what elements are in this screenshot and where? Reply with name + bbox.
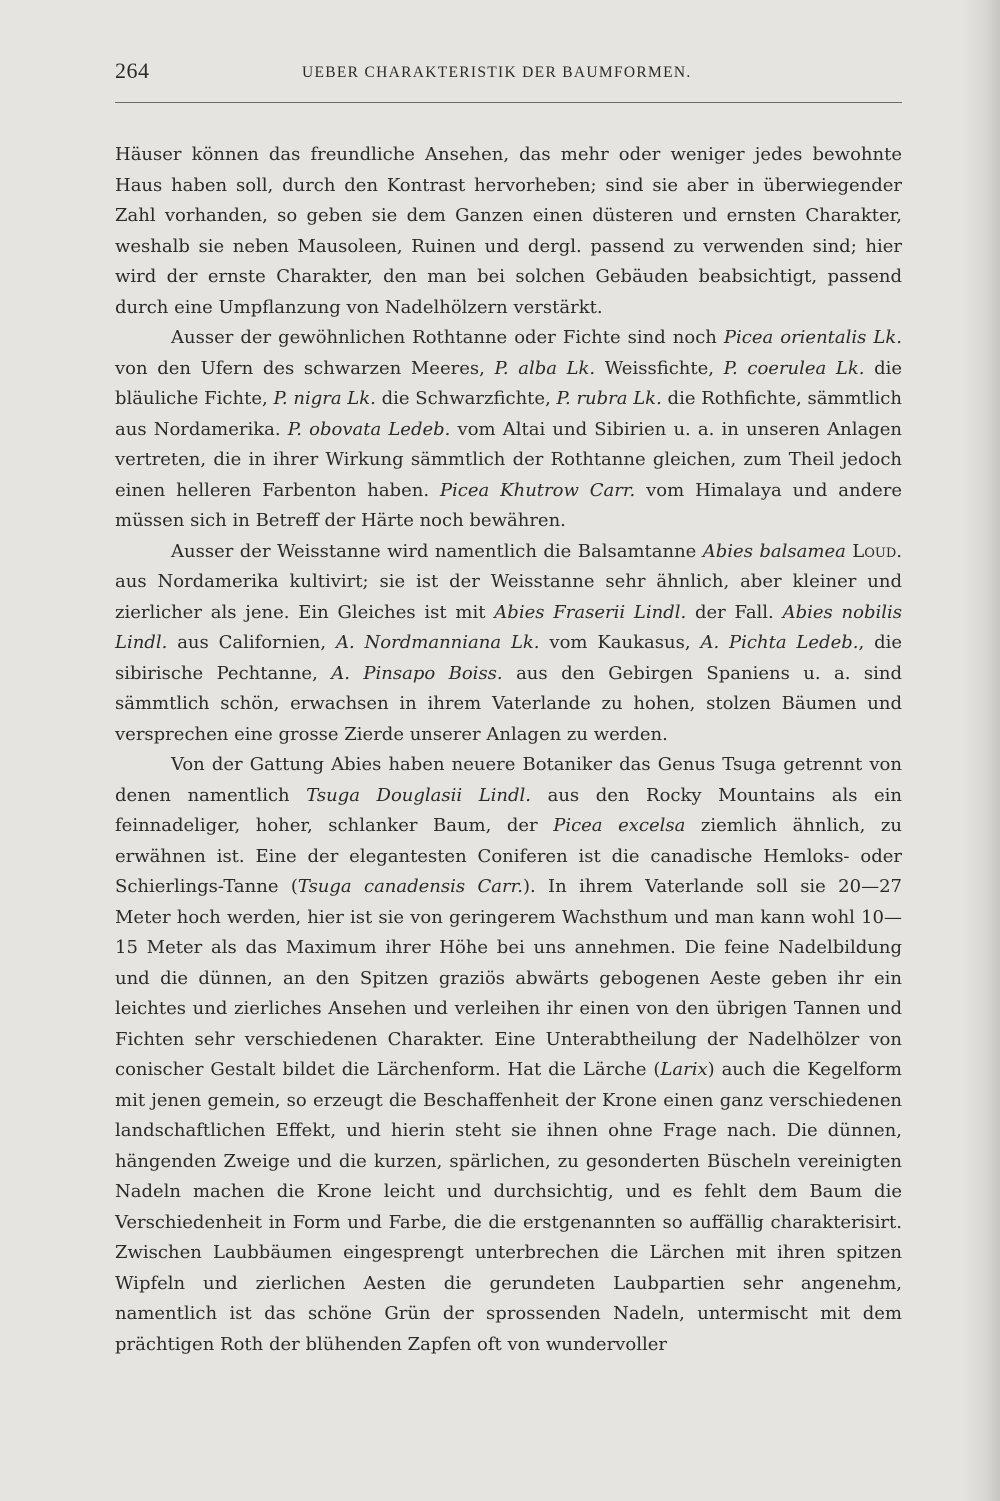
text-run: die Rothfichte, sämmtlich aus Nordamerika. [115, 388, 902, 440]
text-run: P. rubra Lk. [556, 388, 662, 409]
text-run: ziemlich ähnlich, zu erwähnen ist. Eine der elegantesten Coniferen ist die canadische Hemloks- oder Schierlings-Tanne ( [115, 815, 903, 897]
text-run: Abies Fraserii Lindl. [494, 601, 687, 623]
text-run: Von der Gattung Abies haben neuere Botaniker das Genus Tsuga getrennt von denen namentlich [115, 754, 902, 806]
text-run: ). In ihrem Vaterlande soll sie 20—27 Meter hoch werden, hier ist sie von geringerem Wachsthum und man kann wohl 10—15 Meter als das Maximum ihrer Höhe bei uns annehmen. Die feine Nadelbildung und die dünnen, an den Spitzen graziös abwärts gebogenen Aeste geben ihr ein leichtes und zierliches Ansehen und verleihen ihr einen von den übrigen Tannen und Fichten sehr verschiedenen Charakter. Eine Unterabtheilung der Nadelhölzer von conischer Gestalt bildet die Lärchenform. Hat die Lärche ( [115, 876, 902, 1080]
text-run: Loud. [852, 540, 902, 562]
text-run: vom Kaukasus, [539, 632, 701, 653]
text-run: A. Nordmanniana Lk. [335, 632, 540, 653]
text-run: die Schwarzfichte, [375, 388, 557, 409]
text-run: Larix [660, 1059, 708, 1080]
text-run: A. Pichta Ledeb. [700, 632, 859, 653]
text-run: , die sibirische Pechtanne, [115, 632, 902, 684]
text-run: Häuser können das freundliche Ansehen, das mehr oder weniger jedes bewohnte Haus haben soll, durch den Kontrast hervorheben; sind sie aber in überwiegender Zahl vorhanden, so geben sie dem Ganzen einen düsteren und ernsten Charakter, weshalb sie neben Mausoleen, Ruinen und dergl. passend zu verwenden sind; hier wird der ernste Charakter, den man bei solchen Gebäuden beabsichtigt, passend durch eine Umpflanzung von Nadelhölzern verstärkt. [115, 144, 902, 318]
text-run: Weissfichte, [595, 357, 724, 379]
text-run: A. Pinsapo Boiss. [331, 662, 503, 684]
text-run: P. nigra Lk. [273, 388, 376, 409]
text-run: aus den Gebirgen Spaniens u. a. sind sämmtlich schön, erwachsen in ihrem Vaterlande zu hohen, stolzen Bäumen und versprechen eine grosse Zierde unserer Anlagen zu werden. [115, 662, 902, 745]
text-run: aus Nordamerika kultivirt; sie ist der Weisstanne sehr ähnlich, aber kleiner und zierlicher als jene. Ein Gleiches ist mit [115, 571, 902, 623]
page-number: 264 [115, 58, 150, 83]
text-run: der Fall. [686, 601, 783, 623]
paragraph-3 [115, 537, 902, 751]
header-rule [115, 102, 902, 103]
paragraph-4 [115, 750, 902, 1360]
running-title: UEBER CHARAKTERISTIK DER BAUMFORMEN. [302, 64, 692, 81]
body-text [115, 140, 902, 1360]
text-run: aus den Rocky Mountains als ein feinnadeliger, hoher, schlanker Baum, der [115, 784, 902, 836]
text-run: Abies balsamea [702, 540, 846, 562]
text-run: vom Altai und Sibirien u. a. in unseren Anlagen vertreten, die in ihrer Wirkung sämmtlich der Rothtanne gleichen, zum Theil jedoch einen helleren Farbenton haben. [115, 418, 902, 501]
text-run: Picea excelsa [553, 815, 686, 836]
text-run: aus Californien, [167, 632, 336, 653]
text-run: Picea orientalis Lk. [723, 327, 902, 348]
page-header [115, 58, 902, 88]
paragraph-1 [115, 140, 902, 323]
text-run: ) auch die Kegelform mit jenen gemein, so erzeugt die Beschaffenheit der Krone einen ganz verschiedenen landschaftlichen Effekt, und hierin steht sie ihnen ohne Frage nach. Die dünnen, hängenden Zweige und die kurzen, spärlichen, zu gesonderten Büscheln vereinigten Nadeln machen die Krone leicht und durchsichtig, und es fehlt dem Baum die Verschiedenheit in Form und Farbe, die die erstgenannten so auffällig charakterisirt. Zwischen Laubbäumen eingesprengt unterbrechen die Lärchen mit ihren spitzen Wipfeln und zierlichen Aesten die gerundeten Laubpartien sehr angenehm, namentlich ist das schöne Grün der sprossenden Nadeln, untermischt mit dem prächtigen Roth der blühenden Zapfen oft von wundervoller [115, 1059, 902, 1355]
paragraph-2 [115, 323, 902, 537]
text-run: Picea Khutrow Carr. [439, 479, 636, 501]
text-run: die bläuliche Fichte, [115, 357, 903, 409]
text-run: Ausser der Weisstanne wird namentlich die Balsamtanne [171, 540, 703, 562]
text-run: P. coerulea Lk. [723, 357, 865, 379]
text-run: Tsuga canadensis Carr. [297, 876, 523, 897]
text-run: Tsuga Douglasii Lindl. [306, 784, 532, 806]
text-run: vom Himalaya und andere müssen sich in Betreff der Härte noch bewähren. [115, 479, 902, 531]
text-run: P. alba Lk. [494, 357, 596, 379]
text-run: von den Ufern des schwarzen Meeres, [115, 357, 495, 379]
text-run: Ausser der gewöhnlichen Rothtanne oder Fichte sind noch [171, 327, 724, 348]
text-run: P. obovata Ledeb. [287, 418, 451, 440]
text-run: Abies nobilis Lindl. [115, 601, 902, 653]
spine-shadow [962, 0, 1000, 1501]
